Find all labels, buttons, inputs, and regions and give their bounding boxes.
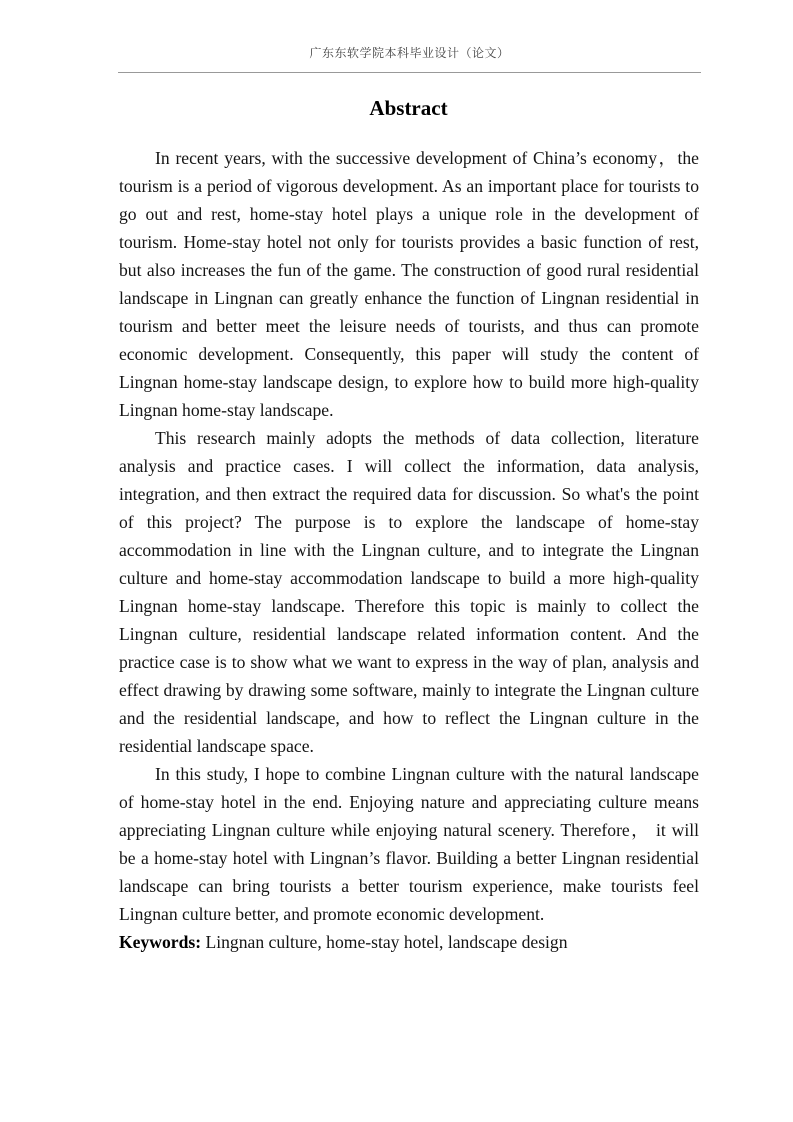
page-header: 广东东软学院本科毕业设计（论文） bbox=[309, 46, 510, 60]
header-divider bbox=[118, 72, 701, 73]
abstract-paragraph-2: This research mainly adopts the methods of data collection, literature analysis and practice cases. I will collect the information, data analysis, integration, and then extract the required data for discussion. So what's the point of this project? The purpose is to explore the landscape of home-stay accommodation in line with the Lingnan culture, and to integrate the Lingnan culture and home-stay accommodation landscape to build a more high-quality Lingnan home-stay landscape. Therefore this topic is mainly to collect the Lingnan culture, residential landscape related information content. And the practice case is to show what we want to express in the way of plan, analysis and effect drawing by drawing some software, mainly to integrate the Lingnan culture and the residential landscape, and how to reflect the Lingnan culture in the residential landscape space. bbox=[119, 428, 699, 756]
keywords-line bbox=[119, 928, 699, 956]
abstract-paragraph-3: In this study, I hope to combine Lingnan culture with the natural landscape of home-stay hotel in the end. Enjoying nature and appreciating culture means appreciating Lingnan culture while enjoying natural scenery. Therefore， it will be a home-stay hotel with Lingnan’s flavor. Building a better Lingnan residential landscape can bring tourists a better tourism experience, make tourists feel Lingnan culture better, and promote economic development. bbox=[119, 764, 699, 924]
abstract-title: Abstract bbox=[369, 96, 448, 120]
keywords-label: Keywords: bbox=[119, 932, 202, 952]
keywords-text: Lingnan culture, home-stay hotel, landscape design bbox=[201, 932, 568, 952]
abstract-paragraph-1: In recent years, with the successive development of China’s economy，the tourism is a period of vigorous development. As an important place for tourists to go out and rest, home-stay hotel plays a unique role in the development of tourism. Home-stay hotel not only for tourists provides a basic function of rest, but also increases the fun of the game. The construction of good rural residential landscape in Lingnan can greatly enhance the function of Lingnan residential in tourism and better meet the leisure needs of tourists, and thus can promote economic development. Consequently, this paper will study the content of Lingnan home-stay landscape design, to explore how to build more high-quality Lingnan home-stay landscape. bbox=[119, 148, 699, 420]
abstract-body bbox=[119, 144, 699, 956]
